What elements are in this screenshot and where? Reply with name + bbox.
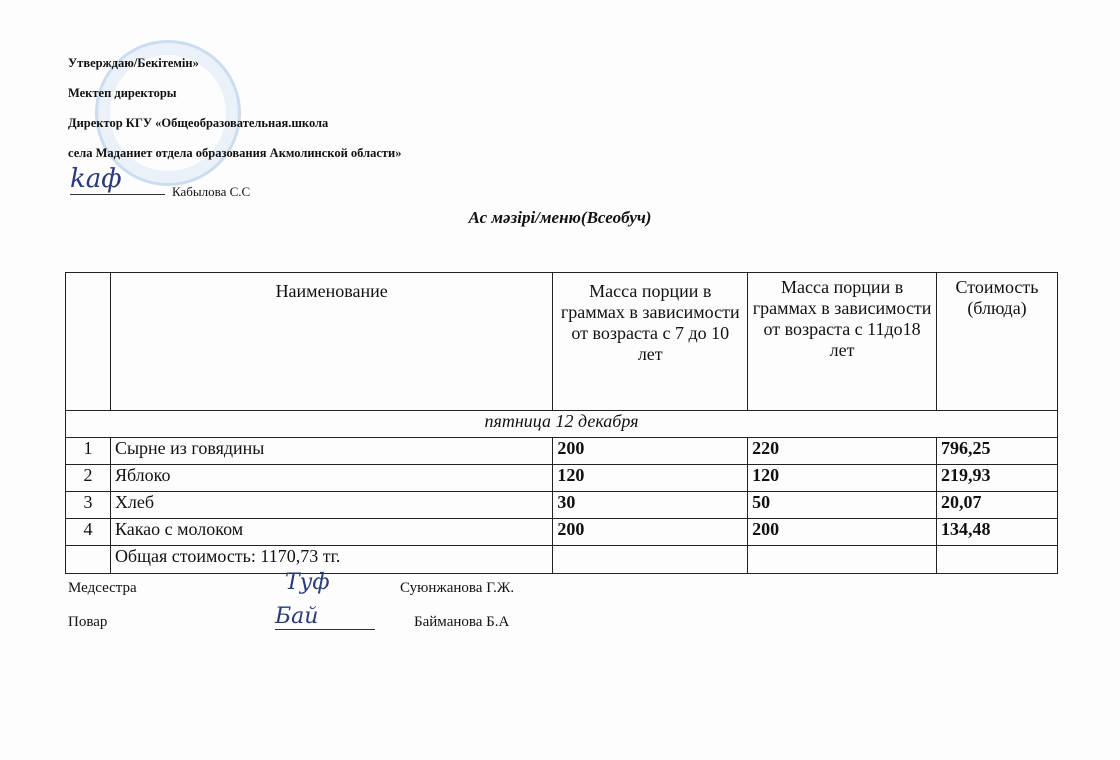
cook-role: Повар bbox=[68, 614, 108, 630]
header-mass-11-18: Масса порции в граммах в зависимости от возраста с 11до18 лет bbox=[748, 273, 937, 411]
cook-signature: Бaй bbox=[275, 604, 375, 630]
row-num: 2 bbox=[66, 465, 111, 492]
mass-11-18: 220 bbox=[748, 438, 937, 465]
total-cost: Общая стоимость: 1170,73 тг. bbox=[110, 546, 552, 574]
approval-line-4: села Маданиет отдела образования Акмолинской области» bbox=[68, 146, 402, 160]
nurse-signature: Туф bbox=[285, 570, 330, 595]
dish-name: Сырне из говядины bbox=[110, 438, 552, 465]
dish-name: Яблоко bbox=[110, 465, 552, 492]
nurse-name: Суюнжанова Г.Ж. bbox=[400, 580, 515, 596]
dish-name: Хлеб bbox=[110, 492, 552, 519]
approval-line-2: Мектеп директоры bbox=[68, 86, 177, 100]
cook-name: Байманова Б.А bbox=[414, 614, 510, 630]
empty-cell bbox=[66, 546, 111, 574]
table-row bbox=[66, 465, 1058, 492]
row-num: 3 bbox=[66, 492, 111, 519]
mass-11-18: 120 bbox=[748, 465, 937, 492]
mass-11-18: 50 bbox=[748, 492, 937, 519]
approval-line-3: Директор КГУ «Общеобразовательная.школа bbox=[68, 116, 329, 130]
mass-7-10: 200 bbox=[553, 438, 748, 465]
director-signature: kaф bbox=[70, 164, 165, 195]
table-row bbox=[66, 519, 1058, 546]
header-cost: Стоимость (блюда) bbox=[937, 273, 1058, 411]
empty-cell bbox=[553, 546, 748, 574]
header-num bbox=[66, 273, 111, 411]
day-row: пятница 12 декабря bbox=[66, 411, 1058, 438]
empty-cell bbox=[748, 546, 937, 574]
header-name: Наименование bbox=[110, 273, 552, 411]
header-mass-7-10: Масса порции в граммах в зависимости от возраста с 7 до 10 лет bbox=[553, 273, 748, 411]
mass-7-10: 200 bbox=[553, 519, 748, 546]
header-row bbox=[66, 273, 1058, 411]
mass-7-10: 30 bbox=[553, 492, 748, 519]
page-title: Ас мәзірі/меню(Всеобуч) bbox=[468, 208, 652, 227]
row-num: 1 bbox=[66, 438, 111, 465]
menu-table bbox=[65, 272, 1058, 574]
empty-cell bbox=[937, 546, 1058, 574]
director-name: Кабылова С.С bbox=[172, 184, 251, 199]
approval-line-1: Утверждаю/Бекітемін» bbox=[68, 56, 199, 70]
mass-11-18: 200 bbox=[748, 519, 937, 546]
dish-cost: 134,48 bbox=[937, 519, 1058, 546]
dish-name: Какао с молоком bbox=[110, 519, 552, 546]
row-num: 4 bbox=[66, 519, 111, 546]
total-row bbox=[66, 546, 1058, 574]
table-row bbox=[66, 492, 1058, 519]
table-row bbox=[66, 438, 1058, 465]
mass-7-10: 120 bbox=[553, 465, 748, 492]
dish-cost: 796,25 bbox=[937, 438, 1058, 465]
nurse-role: Медсестра bbox=[68, 580, 137, 596]
dish-cost: 219,93 bbox=[937, 465, 1058, 492]
dish-cost: 20,07 bbox=[937, 492, 1058, 519]
